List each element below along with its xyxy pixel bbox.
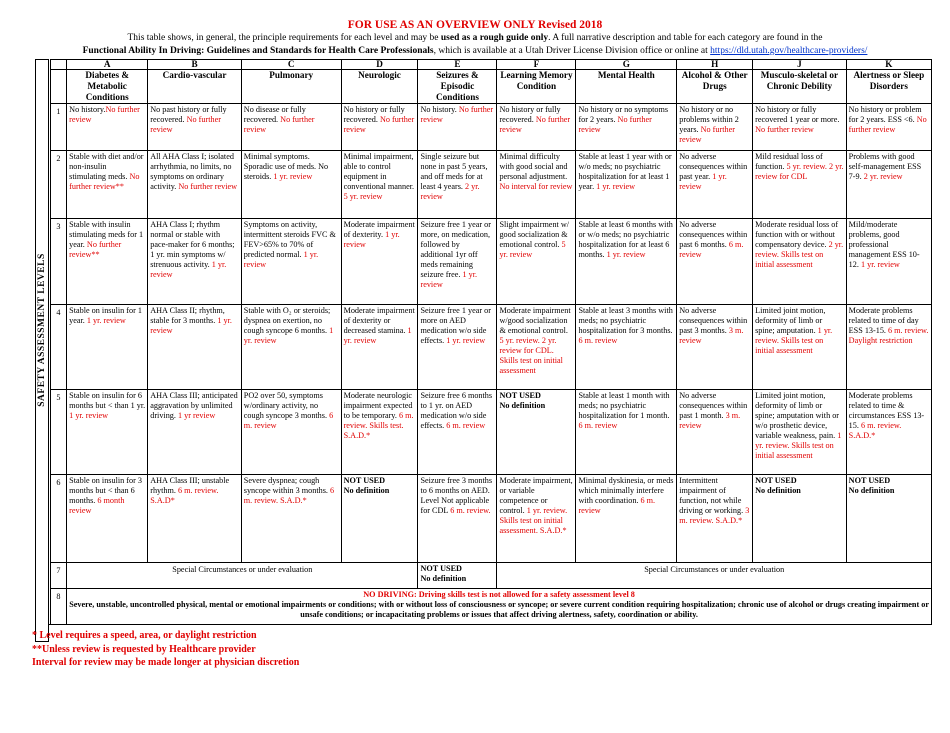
review-interval: 1 yr. review. Skills test on initial assessment	[755, 326, 833, 355]
criteria-cell	[67, 390, 148, 475]
criteria-cell	[576, 151, 677, 219]
footnote-restriction: * Level requires a speed, area, or daylight restriction	[32, 630, 257, 641]
column-header: Alertness or Sleep Disorders	[846, 70, 931, 104]
intro-text-tail: . A full narrative description and table for each category are found in the	[548, 33, 823, 43]
review-interval: 1 yr. review. Skills test on initial assessment. S.A.D.*	[499, 506, 568, 535]
review-interval: 6 m. review	[446, 421, 486, 430]
criteria-cell	[846, 151, 931, 219]
review-interval: No interval for review	[499, 182, 573, 191]
review-interval: 1 yr. review	[860, 260, 900, 269]
review-interval: 2 yr. review	[420, 182, 480, 201]
criteria-text: Stable on insulin for 6 months but < than 1 yr.	[69, 391, 146, 410]
criteria-text: Moderate neurologic impairment expected to be temporary.	[343, 391, 413, 420]
criteria-cell	[67, 305, 148, 390]
not-used-label: NOT USED	[848, 476, 891, 485]
review-interval: 1 yr. review	[420, 270, 478, 289]
criteria-text: Slight impairment w/ good socialization & emotional control.	[499, 220, 570, 249]
review-interval: No further review	[343, 115, 415, 134]
criteria-text: AHA Class III; anticipated aggravation by unlimited driving.	[150, 391, 238, 420]
special-circumstances-left: Special Circumstances or under evaluation	[67, 563, 418, 589]
guideline-title: Functional Ability In Driving: Guidelines and Standards for Health Care Professionals	[82, 46, 434, 56]
level-row	[36, 219, 932, 305]
criteria-text: Stable with insulin stimulating meds for 1 year.	[69, 220, 144, 249]
criteria-text: Stable at least 6 months with or w/o meds; no psychiatric hospitalization for at least 6 months.	[578, 220, 673, 259]
criteria-text: Stable at least 1 year with or w/o meds; no psychiatric hospitalization for at least 1 year.	[578, 152, 672, 191]
criteria-cell	[241, 390, 341, 475]
level-number: 4	[50, 305, 67, 390]
criteria-text: Moderate problems related to time of day ESS 13-15.	[848, 306, 919, 335]
review-interval: 6 m. review	[578, 496, 656, 515]
review-interval: 2 yr. review. Skills test on initial assessment	[755, 240, 844, 269]
criteria-cell	[576, 219, 677, 305]
column-header: Diabetes & Metabolic Conditions	[67, 70, 148, 104]
criteria-cell	[418, 475, 497, 563]
intro-bold-text: used as a rough guide only	[440, 33, 549, 43]
criteria-cell	[67, 151, 148, 219]
review-interval: 6 m. review	[679, 240, 744, 259]
criteria-text: Stable with O₂ or steroids; dyspnea on exertion, no cough syncope 6 months.	[243, 306, 331, 335]
criteria-cell	[677, 104, 753, 151]
criteria-text: PO2 over 50, symptoms w/ordinary activity, no cough syncope 3 months.	[243, 391, 330, 420]
criteria-cell	[341, 390, 418, 475]
review-interval: 1 yr. review	[86, 316, 126, 325]
review-interval: 6 m. review. S.A.D.*	[243, 486, 335, 505]
review-interval: 2 yr. review	[863, 172, 903, 181]
review-interval: No further review	[150, 115, 221, 134]
criteria-cell	[677, 151, 753, 219]
review-interval: 1 yr. review	[596, 182, 636, 191]
criteria-cell	[576, 104, 677, 151]
review-interval: 1 yr. review	[606, 250, 646, 259]
criteria-text: No disease or fully recovered.	[243, 105, 306, 124]
criteria-text: Stable with diet and/or non-insulin stimulating meds.	[69, 152, 144, 181]
criteria-cell	[241, 104, 341, 151]
criteria-text: AHA Class III; unstable rhythm.	[150, 476, 230, 495]
level-number: 3	[50, 219, 67, 305]
criteria-text: No adverse consequences within past year.	[679, 152, 748, 181]
assessment-table	[35, 59, 932, 625]
criteria-cell	[341, 219, 418, 305]
criteria-cell	[418, 305, 497, 390]
review-interval: 1 yr. review	[150, 260, 227, 279]
column-header: Learning Memory Condition	[497, 70, 576, 104]
criteria-text: Seizure free 3 months to 6 months on AED. Level Not applicable for CDL	[420, 476, 493, 515]
review-interval: 1 yr. review. Skills test on initial assessment	[755, 431, 842, 460]
criteria-cell	[753, 390, 847, 475]
criteria-text: Limited joint motion, deformity of limb or spine; amputation.	[755, 306, 826, 335]
criteria-text: Limited joint motion, deformity of limb or spine; amputation with or w/o prosthetic device, variable weakness, pain.	[755, 391, 840, 440]
column-header: Pulmonary	[241, 70, 341, 104]
review-interval: 1 yr. review	[243, 326, 334, 345]
no-definition-label: No definition	[755, 486, 801, 495]
criteria-text: Seizure free 1 year or more, on medication, followed by additional 1yr off meds remaining seizure free.	[420, 220, 491, 279]
review-interval: 1 yr review	[177, 411, 216, 420]
criteria-cell	[497, 305, 576, 390]
criteria-cell	[753, 104, 847, 151]
criteria-text: Moderate problems related to time & circumstances ESS 13-15.	[848, 391, 925, 430]
criteria-cell	[148, 219, 242, 305]
criteria-cell	[341, 305, 418, 390]
criteria-cell	[67, 104, 148, 151]
level-spacer	[50, 70, 67, 104]
column-letter: J	[753, 60, 847, 70]
footnote-review-request: **Unless review is requested by Healthcare provider	[32, 643, 256, 655]
criteria-cell	[418, 219, 497, 305]
criteria-text: Symptoms on activity, intermittent steroids FVC & FEV>65% to 70% of predicted normal.	[243, 220, 336, 259]
review-interval: 6 m. review. Daylight restriction	[848, 326, 929, 345]
review-interval: 1 yr. review	[273, 172, 313, 181]
criteria-text: Single seizure but none in past 5 years, and off meds for at least 4 years.	[420, 152, 488, 191]
criteria-cell	[418, 390, 497, 475]
criteria-text: No past history or fully recovered.	[150, 105, 227, 124]
criteria-cell	[148, 305, 242, 390]
criteria-cell	[846, 219, 931, 305]
footnotes	[32, 629, 299, 670]
document-header	[0, 18, 950, 58]
column-header: Musculo-skeletal or Chronic Debility	[753, 70, 847, 104]
no-definition-label: No definition	[848, 486, 895, 495]
safety-assessment-levels-label: SAFETY ASSESSMENT LEVELS	[37, 253, 47, 407]
criteria-text: No history or no problems within 2 years.	[679, 105, 739, 134]
intro-text: This table shows, in general, the principle requirements for each level and may be	[127, 33, 441, 43]
not-used-label: NOT USED	[499, 391, 541, 400]
no-driving-cell	[67, 589, 932, 625]
criteria-text: No history or fully recovered.	[499, 105, 561, 124]
criteria-text: Moderate impairment w/good socialization & emotional control.	[499, 306, 571, 335]
criteria-text: Seizure free 6 months to 1 yr. on AED medication w/o side effects.	[420, 391, 493, 430]
review-interval: 6 m. review	[578, 336, 618, 345]
column-header: Seizures & Episodic Conditions	[418, 70, 497, 104]
review-interval: No further review**	[69, 240, 122, 259]
criteria-text: Minimal dyskinesia, or meds which minimally interfere with coordination.	[578, 476, 674, 505]
criteria-cell	[148, 475, 242, 563]
criteria-cell	[148, 104, 242, 151]
source-text: , which is available at a Utah Driver License Division office or online at	[433, 46, 711, 56]
level-number: 6	[50, 475, 67, 563]
criteria-text: No history or fully recovered 1 year or more.	[755, 105, 840, 124]
criteria-text: No history or no symptoms for 2 years.	[578, 105, 669, 124]
level-number: 1	[50, 104, 67, 151]
level-row	[36, 475, 932, 563]
level-row	[36, 104, 932, 151]
criteria-cell	[241, 219, 341, 305]
column-letter: C	[241, 60, 341, 70]
criteria-text: Stable at least 1 month with meds; no psychiatric hospitalization for 1 month.	[578, 391, 670, 420]
criteria-text: No adverse consequences within past 3 months.	[679, 306, 748, 335]
criteria-cell	[497, 390, 576, 475]
column-letter: B	[148, 60, 242, 70]
criteria-cell	[241, 305, 341, 390]
review-interval: 6 m. review. S.A.D.*	[848, 421, 902, 440]
column-letter: K	[846, 60, 931, 70]
criteria-cell	[753, 305, 847, 390]
column-header: Alcohol & Other Drugs	[677, 70, 753, 104]
criteria-text: No history or problem for 2 years. ESS <6.	[848, 105, 922, 124]
criteria-cell	[497, 104, 576, 151]
criteria-text: Seizure free 1 year or more on AED medication w/o side effects.	[420, 306, 491, 345]
criteria-cell	[67, 475, 148, 563]
overview-title: FOR USE AS AN OVERVIEW ONLY Revised 2018	[347, 19, 603, 31]
no-driving-heading: NO DRIVING: Driving skills test is not allowed for a safety assessment level 8	[363, 590, 635, 599]
criteria-cell	[677, 219, 753, 305]
column-letter: G	[576, 60, 677, 70]
level-spacer	[50, 60, 67, 70]
review-interval: 6 m. review	[578, 421, 618, 430]
review-interval: No further review	[178, 182, 238, 191]
column-letter: E	[418, 60, 497, 70]
criteria-cell	[341, 475, 418, 563]
criteria-text: Minimal symptoms. Sporadic use of meds. No steroids.	[243, 152, 329, 181]
level-number: 8	[50, 589, 67, 625]
criteria-text: Minimal impairment, able to control equipment in conventional manner.	[343, 152, 415, 191]
criteria-cell	[418, 151, 497, 219]
not-used-label: NOT USED	[420, 564, 462, 573]
review-interval: 5 yr. review	[499, 240, 566, 259]
level-number: 2	[50, 151, 67, 219]
criteria-cell	[576, 390, 677, 475]
review-interval: 5 yr. review. 2 yr. review for CDL	[755, 162, 844, 181]
criteria-cell	[497, 475, 576, 563]
special-circumstances-right: Special Circumstances or under evaluation	[497, 563, 932, 589]
criteria-cell	[846, 104, 931, 151]
criteria-text: Minimal difficulty with good social and personal adjustment.	[499, 152, 568, 181]
header-intro-line	[0, 32, 950, 45]
review-interval: 1 yr. review	[69, 411, 109, 420]
column-letter: D	[341, 60, 418, 70]
criteria-text: Severe dyspnea; cough syncope within 3 months.	[243, 476, 330, 495]
criteria-cell	[148, 390, 242, 475]
criteria-text: All AHA Class I; isolated arrhythmia, no limits, no symptoms on ordinary activity.	[150, 152, 234, 191]
review-interval: 6 m. review. Skills test. S.A.D.*	[343, 411, 414, 440]
review-interval: 5 yr. review	[343, 192, 383, 201]
review-interval: 3 m. review	[679, 411, 741, 430]
review-interval: 3 m. review	[679, 326, 744, 345]
review-interval: No further review	[499, 115, 571, 134]
criteria-text: Mild residual loss of function.	[755, 152, 823, 171]
criteria-text: No adverse consequences within past 1 month.	[679, 391, 748, 420]
criteria-cell	[576, 305, 677, 390]
column-letter: H	[677, 60, 753, 70]
criteria-text: Problems with good self-management ESS 7-9.	[848, 152, 922, 181]
column-header: Mental Health	[576, 70, 677, 104]
criteria-text: Stable on insulin for 3 months but < than 6 months.	[69, 476, 142, 505]
criteria-text: Stable at least 3 months with meds; no psychiatric hospitalization for 3 months.	[578, 306, 673, 335]
header-source-line	[0, 45, 950, 58]
criteria-cell	[846, 390, 931, 475]
criteria-cell	[846, 475, 931, 563]
review-interval: No further review**	[69, 172, 140, 191]
no-definition-label: No definition	[420, 574, 467, 583]
criteria-text: No history.	[420, 105, 459, 114]
criteria-cell	[753, 151, 847, 219]
criteria-text: Mild/moderate problems, good professional management ESS 10-12.	[848, 220, 920, 269]
criteria-cell	[576, 475, 677, 563]
column-header: Cardio-vascular	[148, 70, 242, 104]
review-interval: No further review	[69, 105, 140, 124]
not-used-cell	[418, 563, 497, 589]
column-header: Neurologic	[341, 70, 418, 104]
review-interval: No further review	[243, 115, 315, 134]
level-number: 5	[50, 390, 67, 475]
not-used-label: NOT USED	[755, 476, 797, 485]
not-used-label: NOT USED	[343, 476, 386, 485]
criteria-cell	[677, 390, 753, 475]
healthcare-providers-link[interactable]: https://dld.utah.gov/healthcare-providers/	[710, 46, 868, 56]
criteria-text: Moderate residual loss of function with or without compensatory device.	[755, 220, 839, 249]
review-interval: 1 yr. review	[150, 316, 232, 335]
no-definition-label: No definition	[499, 401, 546, 410]
review-interval: 5 yr. review. 2 yr. review for CDL. Skills test on initial assessment	[499, 336, 563, 375]
review-interval: No further review	[679, 125, 735, 144]
criteria-text: No history.	[69, 105, 106, 114]
criteria-cell	[753, 475, 847, 563]
criteria-cell	[846, 305, 931, 390]
criteria-text: No adverse consequences within past 6 months.	[679, 220, 748, 249]
criteria-cell	[241, 475, 341, 563]
column-letter: F	[497, 60, 576, 70]
criteria-cell	[241, 151, 341, 219]
criteria-cell	[497, 151, 576, 219]
review-interval: 1 yr. review	[446, 336, 486, 345]
criteria-cell	[67, 219, 148, 305]
review-interval: 1 yr. review	[343, 326, 412, 345]
level-row	[36, 151, 932, 219]
level-number: 7	[50, 563, 67, 589]
criteria-text: Intermittent impairment of function, not while driving or working.	[679, 476, 746, 515]
level-row	[36, 305, 932, 390]
no-driving-description: Severe, unstable, uncontrolled physical, mental or emotional impairments or conditions; with or without loss of consciousness or syncope; or severe current condition requiring hospitalization; chronic use of alcohol or drugs creating impairment or unsafe conditions; or incapacitating problems or issues that affect driving alertness, safety, coordination or ability.	[69, 600, 929, 619]
criteria-text: Moderate impairment of dexterity.	[343, 220, 415, 239]
level-row-7	[36, 563, 932, 589]
review-interval: 6 m. review.	[450, 506, 491, 515]
criteria-cell	[341, 151, 418, 219]
review-interval: No further review	[420, 105, 494, 124]
review-interval: 6 m. review	[243, 411, 334, 430]
criteria-text: AHA Class I; rhythm normal or stable with pace-maker for 6 months; 1 yr. min symptoms w/ strenuous activity.	[150, 220, 235, 269]
criteria-text: Moderate impairment, or variable competence or control.	[499, 476, 573, 515]
review-interval: No further review	[578, 115, 652, 134]
review-interval: 6 m. review. S.A.D*	[150, 486, 219, 505]
review-interval: 1 yr. review	[243, 250, 319, 269]
criteria-cell	[753, 219, 847, 305]
criteria-cell	[677, 475, 753, 563]
no-definition-label: No definition	[343, 486, 390, 495]
column-letter: A	[67, 60, 148, 70]
criteria-text: No history or fully recovered.	[343, 105, 405, 124]
criteria-text: Stable on insulin for 1 year.	[69, 306, 142, 325]
criteria-cell	[497, 219, 576, 305]
column-letter-row	[36, 60, 932, 70]
criteria-cell	[418, 104, 497, 151]
criteria-cell	[677, 305, 753, 390]
review-interval: 3 m. review. S.A.D.*	[679, 506, 750, 525]
review-interval: 1 yr. review	[679, 172, 727, 191]
criteria-text: AHA Class II; rhythm, stable for 3 months.	[150, 306, 225, 325]
review-interval: 6 month review	[69, 496, 125, 515]
criteria-text: Moderate impairment of dexterity or decreased stamina.	[343, 306, 415, 335]
footnote-interval: Interval for review may be made longer at physician discretion	[32, 657, 300, 668]
criteria-cell	[341, 104, 418, 151]
level-row-8	[36, 589, 932, 625]
review-interval: No further review	[755, 125, 814, 134]
review-interval: 1 yr. review	[343, 230, 400, 249]
review-interval: No further review	[848, 115, 927, 134]
column-name-row	[36, 70, 932, 104]
criteria-cell	[148, 151, 242, 219]
level-row	[36, 390, 932, 475]
